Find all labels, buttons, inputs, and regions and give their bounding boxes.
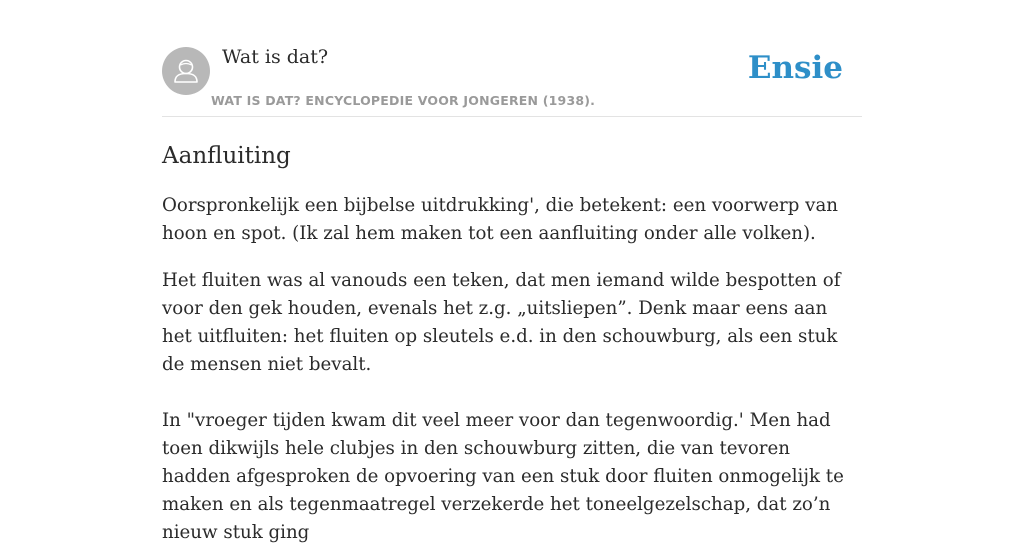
brand-logo[interactable]: Ensie: [747, 50, 843, 86]
paragraph: Oorspronkelijk een bijbelse uitdrukking', die betekent: een voorwerp van hoon en spot. (Ik zal hem maken tot een aanfluiting onder alle volken).: [162, 195, 839, 244]
source-header: [162, 0, 862, 117]
article-body: [162, 192, 862, 547]
paragraph: Het fluiten was al vanouds een teken, dat men iemand wilde bespotten of voor den gek houden, evenals het z.g. „uitsliepen”. Denk maar eens aan het uitfluiten: het fluiten op sleutels e.d. in den schouwburg, als een stuk de mensen niet bevalt.: [162, 270, 841, 375]
page: [162, 0, 862, 547]
article-title: Aanfluiting: [162, 143, 291, 169]
source-subtitle: WAT IS DAT? ENCYCLOPEDIE VOOR JONGEREN (1938).: [211, 93, 596, 108]
avatar[interactable]: [162, 47, 210, 95]
paragraph: In "vroeger tijden kwam dit veel meer voor dan tegenwoordig.' Men had toen dikwijls hele clubjes in den schouwburg zitten, die van tevoren hadden afgesproken de opvoering van een stuk door fluiten onmogelijk te maken en als tegenmaatregel verzekerde het toneelgezelschap, dat zo’n nieuw stuk ging: [162, 410, 844, 543]
source-title-link[interactable]: Wat is dat?: [222, 46, 329, 68]
user-avatar-icon: [162, 47, 210, 95]
